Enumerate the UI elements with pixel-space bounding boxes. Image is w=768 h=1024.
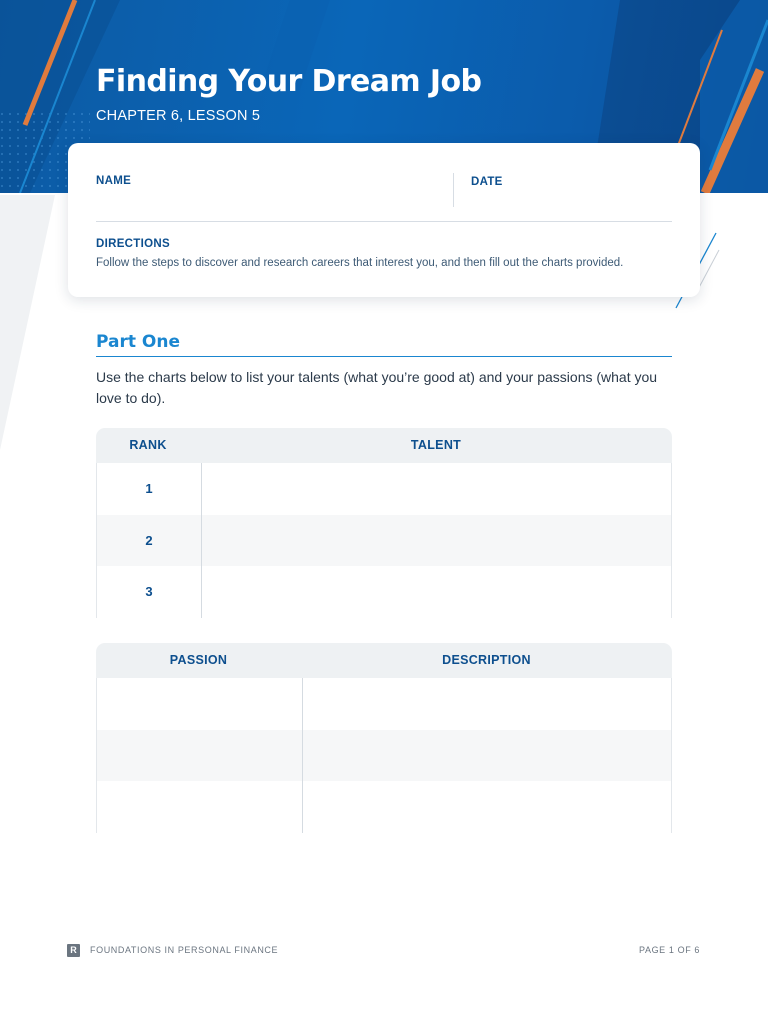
date-label: DATE (471, 176, 503, 188)
passion-entry-cell[interactable] (97, 730, 302, 782)
description-entry-cell[interactable] (302, 730, 673, 782)
table-row (96, 781, 672, 833)
card-divider (96, 221, 672, 222)
table-row (96, 463, 672, 515)
passion-table (96, 643, 672, 833)
publisher-logo-icon: R (67, 944, 80, 957)
name-label: NAME (96, 175, 132, 187)
description-entry-cell[interactable] (302, 678, 673, 730)
description-column-header: DESCRIPTION (442, 653, 531, 667)
rank-cell: 1 (145, 481, 153, 497)
table-header (96, 643, 672, 678)
talent-entry-cell[interactable] (201, 463, 673, 515)
info-card (68, 143, 700, 297)
directions-label: DIRECTIONS (96, 238, 170, 250)
talent-entry-cell[interactable] (201, 566, 673, 618)
section-title-part-one: Part One (96, 332, 180, 352)
chapter-lesson-label: CHAPTER 6, LESSON 5 (96, 108, 261, 124)
description-entry-cell[interactable] (302, 781, 673, 833)
directions-text: Follow the steps to discover and research careers that interest you, and then fill out the charts provided. (96, 257, 624, 269)
rank-cell: 3 (145, 584, 153, 600)
page-title: Finding Your Dream Job (96, 64, 482, 99)
table-row (96, 678, 672, 730)
talent-column-header: TALENT (410, 438, 462, 452)
part-one-instructions: Use the charts below to list your talents (what you’re good at) and your passions (what you love to do). (96, 369, 658, 406)
table-row (96, 566, 672, 618)
table-header (96, 428, 672, 463)
field-divider (453, 173, 454, 207)
passion-entry-cell[interactable] (97, 781, 302, 833)
rank-cell: 2 (145, 532, 153, 548)
rank-column-header: RANK (129, 438, 167, 452)
talent-table (96, 428, 672, 618)
table-row (96, 730, 672, 782)
passion-entry-cell[interactable] (97, 678, 302, 730)
table-row (96, 515, 672, 567)
talent-entry-cell[interactable] (201, 515, 673, 567)
footer-course-title: FOUNDATIONS IN PERSONAL FINANCE (90, 945, 279, 955)
passion-column-header: PASSION (169, 653, 228, 667)
section-rule (96, 356, 672, 357)
page-number: PAGE 1 OF 6 (639, 945, 700, 955)
